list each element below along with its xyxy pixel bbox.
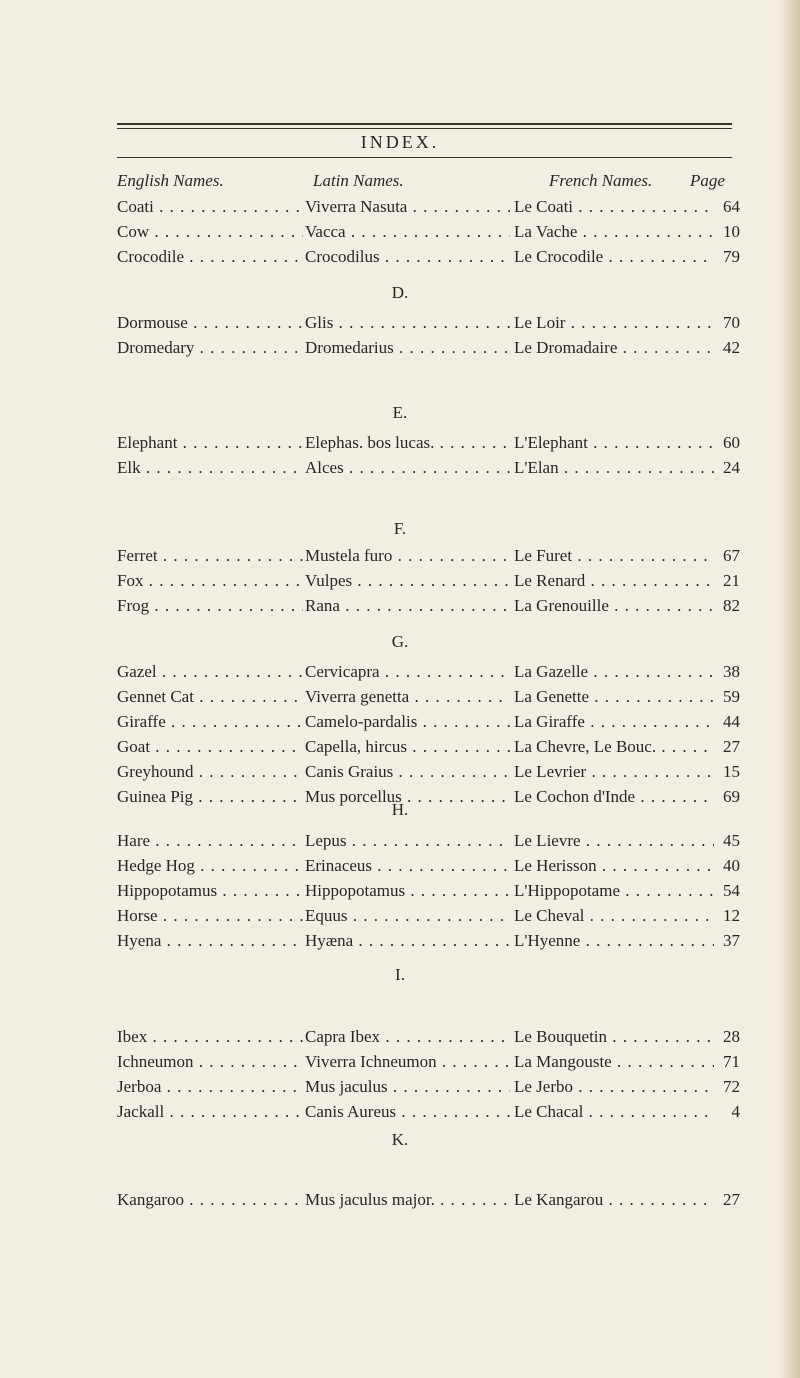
index-row — [0, 854, 800, 878]
index-row — [0, 431, 800, 455]
latin-name: Camelo-pardalis . . . — [305, 710, 510, 734]
page-number: 59 — [723, 687, 740, 706]
french-name: L'Elephant . . . — [514, 431, 714, 455]
index-row — [0, 1188, 800, 1212]
english-name: Dromedary . . . — [117, 336, 303, 360]
french-name: La Mangouste . . . — [514, 1050, 714, 1074]
index-row — [0, 710, 800, 734]
french-name: Le Jerbo . . . — [514, 1075, 714, 1099]
page-number: 71 — [723, 1052, 740, 1071]
latin-name: Equus . . . — [305, 904, 510, 928]
english-name: Giraffe . . . — [117, 710, 303, 734]
page-number: 40 — [723, 856, 740, 875]
english-name: Hyena . . . — [117, 929, 303, 953]
english-name: Crocodile . . . — [117, 245, 303, 269]
column-header-latin: Latin Names. — [313, 171, 404, 190]
french-name: Le Bouquetin . . . — [514, 1025, 714, 1049]
latin-name: Elephas. bos lucas. . . . — [305, 431, 510, 455]
english-name: Elk . . . — [117, 456, 303, 480]
latin-name: Mus jaculus . . . — [305, 1075, 510, 1099]
latin-name: Canis Aureus . . . — [305, 1100, 510, 1124]
latin-name: Mus jaculus major. . . . — [305, 1188, 510, 1212]
french-name: Le Chacal . . . — [514, 1100, 714, 1124]
english-name: Hedge Hog . . . — [117, 854, 303, 878]
index-row — [0, 735, 800, 759]
french-name: Le Furet . . . — [514, 544, 714, 568]
english-name: Hare . . . — [117, 829, 303, 853]
page-number: 44 — [723, 712, 740, 731]
english-name: Ibex . . . — [117, 1025, 303, 1049]
page-number: 12 — [723, 906, 740, 925]
page-number: 24 — [723, 458, 740, 477]
index-row — [0, 569, 800, 593]
english-name: Ichneumon . . . — [117, 1050, 303, 1074]
french-name: Le Kangarou . . . — [514, 1188, 714, 1212]
french-name: La Vache . . . — [514, 220, 714, 244]
english-name: Hippopotamus . . . — [117, 879, 303, 903]
column-header-page: Page — [690, 171, 725, 190]
index-row — [0, 1100, 800, 1124]
heading-rule — [117, 157, 732, 158]
latin-name: Hyæna . . . — [305, 929, 510, 953]
page-number: 54 — [723, 881, 740, 900]
english-name: Coati . . . — [117, 195, 303, 219]
latin-name: Mustela furo . . . — [305, 544, 510, 568]
column-header-french: French Names. — [549, 171, 653, 190]
latin-name: Alces . . . — [305, 456, 510, 480]
index-row — [0, 311, 800, 335]
french-name: Le Cheval . . . — [514, 904, 714, 928]
french-name: La Gazelle . . . — [514, 660, 714, 684]
page-number: 64 — [723, 197, 740, 216]
english-name: Goat . . . — [117, 735, 303, 759]
french-name: Le Dromadaire . . . — [514, 336, 714, 360]
english-name: Frog . . . — [117, 594, 303, 618]
french-name: La Grenouille . . . — [514, 594, 714, 618]
english-name: Kangaroo . . . — [117, 1188, 303, 1212]
page-number: 42 — [723, 338, 740, 357]
index-row — [0, 336, 800, 360]
latin-name: Vacca . . . — [305, 220, 510, 244]
english-name: Fox . . . — [117, 569, 303, 593]
french-name: Le Renard . . . — [514, 569, 714, 593]
latin-name: Viverra Nasuta . . . — [305, 195, 510, 219]
index-row — [0, 879, 800, 903]
french-name: Le Lievre . . . — [514, 829, 714, 853]
french-name: L'Hyenne . . . — [514, 929, 714, 953]
french-name: Le Coati . . . — [514, 195, 714, 219]
french-name: L'Hippopotame . . . — [514, 879, 714, 903]
index-row — [0, 685, 800, 709]
english-name: Ferret . . . — [117, 544, 303, 568]
page-number: 37 — [723, 931, 740, 950]
section-letter: D. — [391, 283, 409, 302]
latin-name: Crocodilus . . . — [305, 245, 510, 269]
page-number: 27 — [723, 737, 740, 756]
page-number: 15 — [723, 762, 740, 781]
latin-name: Rana . . . — [305, 594, 510, 618]
latin-name: Hippopotamus . . . — [305, 879, 510, 903]
top-rule — [117, 123, 732, 125]
page-number: 67 — [723, 546, 740, 565]
english-name: Jerboa . . . — [117, 1075, 303, 1099]
section-letter: K. — [391, 1130, 409, 1149]
latin-name: Lepus . . . — [305, 829, 510, 853]
page-number: 45 — [723, 831, 740, 850]
page-number: 60 — [723, 433, 740, 452]
index-row — [0, 245, 800, 269]
french-name: Le Loir . . . — [514, 311, 714, 335]
french-name: Le Herisson . . . — [514, 854, 714, 878]
english-name: Elephant . . . — [117, 431, 303, 455]
latin-name: Capella, hircus . . . — [305, 735, 510, 759]
english-name: Jackall . . . — [117, 1100, 303, 1124]
latin-name: Glis . . . — [305, 311, 510, 335]
index-row — [0, 456, 800, 480]
column-header-english: English Names. — [117, 171, 224, 190]
top-rule-thin — [117, 128, 732, 129]
page-number: 28 — [723, 1027, 740, 1046]
index-row — [0, 1075, 800, 1099]
index-row — [0, 1050, 800, 1074]
page-number: 27 — [723, 1190, 740, 1209]
english-name: Gennet Cat . . . — [117, 685, 303, 709]
section-letter: F. — [393, 519, 407, 538]
section-letter: E. — [392, 403, 408, 422]
section-letter: I. — [395, 965, 405, 984]
page-heading: INDEX. — [360, 132, 440, 152]
page-number: 69 — [723, 787, 740, 806]
index-row — [0, 760, 800, 784]
index-row — [0, 929, 800, 953]
french-name: La Genette . . . — [514, 685, 714, 709]
section-letter: H. — [391, 800, 409, 819]
latin-name: Dromedarius . . . — [305, 336, 510, 360]
page-number: 10 — [723, 222, 740, 241]
page-number: 21 — [723, 571, 740, 590]
page-number: 38 — [723, 662, 740, 681]
latin-name: Capra Ibex . . . — [305, 1025, 510, 1049]
english-name: Dormouse . . . — [117, 311, 303, 335]
latin-name: Viverra genetta . . . — [305, 685, 510, 709]
french-name: L'Elan . . . — [514, 456, 714, 480]
page-number: 82 — [723, 596, 740, 615]
english-name: Cow . . . — [117, 220, 303, 244]
page-number: 72 — [723, 1077, 740, 1096]
index-row — [0, 660, 800, 684]
page-number: 70 — [723, 313, 740, 332]
index-row — [0, 1025, 800, 1049]
french-name: La Chevre, Le Bouc. . . . — [514, 735, 714, 759]
latin-name: Mus porcellus . . . — [305, 785, 510, 809]
french-name: La Giraffe . . . — [514, 710, 714, 734]
french-name: Le Crocodile . . . — [514, 245, 714, 269]
index-row — [0, 544, 800, 568]
latin-name: Erinaceus . . . — [305, 854, 510, 878]
section-letter: G. — [391, 632, 409, 651]
latin-name: Viverra Ichneumon . . . — [305, 1050, 510, 1074]
page-number: 4 — [731, 1102, 740, 1121]
index-row — [0, 904, 800, 928]
latin-name: Vulpes . . . — [305, 569, 510, 593]
latin-name: Cervicapra . . . — [305, 660, 510, 684]
latin-name: Canis Graius . . . — [305, 760, 510, 784]
french-name: Le Levrier . . . — [514, 760, 714, 784]
index-row — [0, 594, 800, 618]
page-number: 79 — [723, 247, 740, 266]
french-name: Le Cochon d'Inde . . . — [514, 785, 714, 809]
english-name: Greyhound . . . — [117, 760, 303, 784]
index-row — [0, 195, 800, 219]
english-name: Gazel . . . — [117, 660, 303, 684]
index-row — [0, 220, 800, 244]
english-name: Guinea Pig . . . — [117, 785, 303, 809]
english-name: Horse . . . — [117, 904, 303, 928]
index-row — [0, 829, 800, 853]
